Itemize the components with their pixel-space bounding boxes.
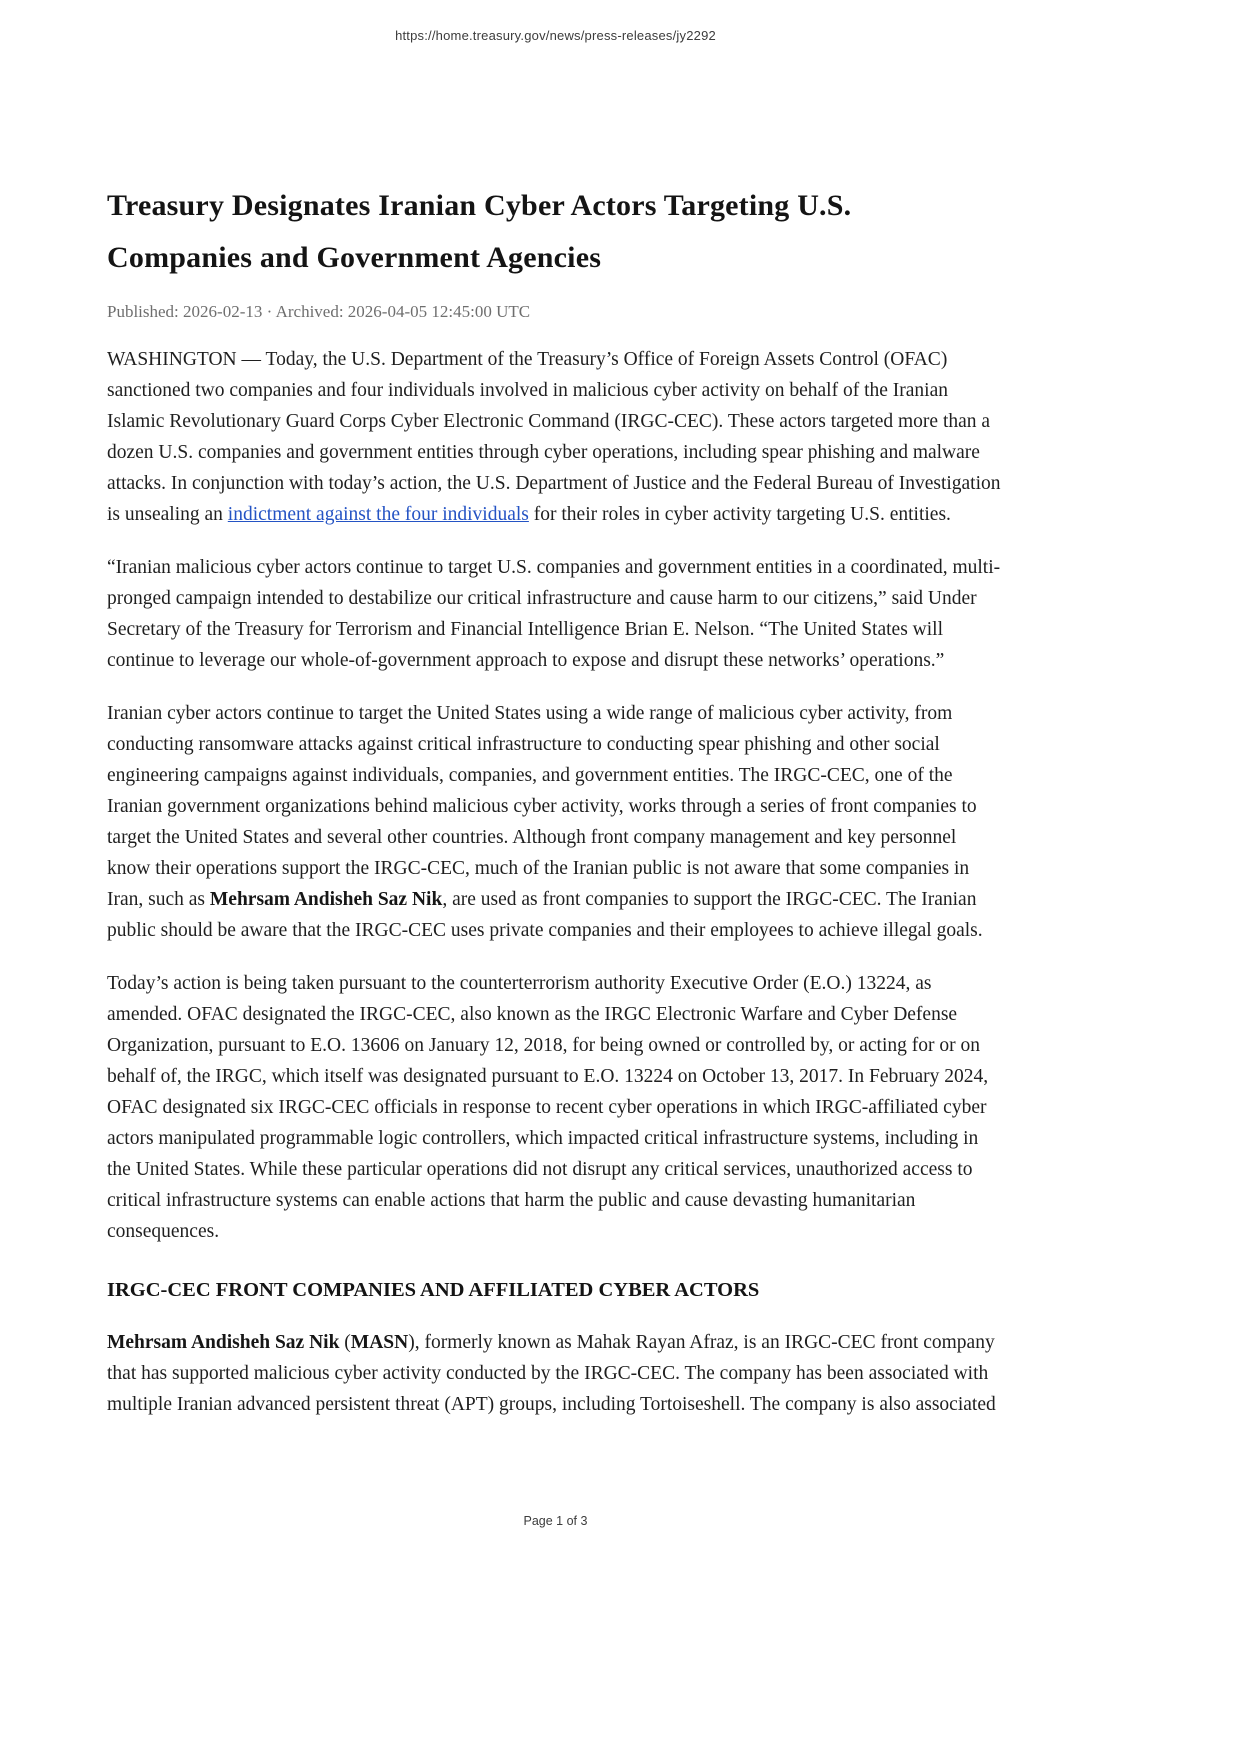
paragraph-intro bbox=[107, 344, 1004, 530]
paragraph-context-text-after: , are used as front companies to support the IRGC-CEC. The Iranian public should be aware that the IRGC-CEC uses private companies and their employees to achieve illegal goals. bbox=[107, 889, 983, 941]
company-name-bold-2: Mehrsam Andisheh Saz Nik bbox=[107, 1332, 340, 1353]
indictment-link[interactable]: indictment against the four individuals bbox=[227, 504, 529, 525]
paragraph-context bbox=[107, 698, 1004, 946]
paragraph-context-text: Iranian cyber actors continue to target the United States using a wide range of malicious cyber activity, from conducting ransomware attacks against critical infrastructure to conducting spear phishing and other social engineering campaigns against individuals, companies, and government entities. The IRGC-CEC, one of the Iranian government organizations behind malicious cyber activity, works through a series of front companies to target the United States and several other countries. Although front company management and key personnel know their operations support the IRGC-CEC, much of the Iranian public is not aware that some companies in Iran, such as bbox=[107, 703, 977, 910]
article-title: Treasury Designates Iranian Cyber Actors Targeting U.S. Companies and Government Agencies bbox=[107, 189, 852, 274]
paragraph-intro-text-after: for their roles in cyber activity targeting U.S. entities. bbox=[528, 504, 951, 525]
paragraph-quote: “Iranian malicious cyber actors continue to target U.S. companies and government entities in a coordinated, multi-pronged campaign intended to destabilize our critical infrastructure and cause harm to our citizens,” said Under Secretary of the Treasury for Terrorism and Financial Intelligence Brian E. Nelson. “The United States will continue to leverage our whole-of-government approach to expose and disrupt these networks’ operations.” bbox=[107, 557, 1001, 671]
page-number: Page 1 of 3 bbox=[523, 1514, 588, 1528]
section-heading: IRGC-CEC FRONT COMPANIES AND AFFILIATED CYBER ACTORS bbox=[107, 1279, 760, 1301]
paragraph-intro-text: WASHINGTON — Today, the U.S. Department of the Treasury’s Office of Foreign Assets Control (OFAC) sanctioned two companies and four individuals involved in malicious cyber activity on behalf of the Iranian Islamic Revolutionary Guard Corps Cyber Electronic Command (IRGC-CEC). These actors targeted more than a dozen U.S. companies and government entities through cyber operations, including spear phishing and malware attacks. In conjunction with today’s action, the U.S. Department of Justice and the Federal Bureau of Investigation is unsealing an bbox=[107, 349, 1001, 525]
paragraph-authority: Today’s action is being taken pursuant to the counterterrorism authority Executive Order (E.O.) 13224, as amended. OFAC designated the IRGC-CEC, also known as the IRGC Electronic Warfare and Cyber Defense Organization, pursuant to E.O. 13606 on January 12, 2018, for being owned or controlled by, or acting for or on behalf of, the IRGC, which itself was designated pursuant to E.O. 13224 on October 13, 2017. In February 2024, OFAC designated six IRGC-CEC officials in response to recent cyber operations in which IRGC-affiliated cyber actors manipulated programmable logic controllers, which impacted critical infrastructure systems, including in the United States. While these particular operations did not disrupt any critical services, unauthorized access to critical infrastructure systems can enable actions that harm the public and cause devasting humanitarian consequences. bbox=[107, 973, 989, 1242]
paragraph-masn bbox=[107, 1327, 1004, 1420]
article-meta: Published: 2026-02-13 · Archived: 2026-04-05 12:45:00 UTC bbox=[107, 302, 531, 321]
masn-open-paren: ( bbox=[339, 1332, 351, 1353]
paragraph-masn-text: ), formerly known as Mahak Rayan Afraz, is an IRGC-CEC front company that has supported malicious cyber activity conducted by the IRGC-CEC. The company has been associated with multiple Iranian advanced persistent threat (APT) groups, including Tortoiseshell. The company is also associated bbox=[107, 1332, 996, 1415]
masn-abbrev-bold: MASN bbox=[350, 1332, 409, 1353]
company-name-bold: Mehrsam Andisheh Saz Nik bbox=[209, 889, 443, 910]
page-url: https://home.treasury.gov/news/press-releases/jy2292 bbox=[395, 28, 716, 43]
article-body bbox=[107, 0, 1004, 1420]
